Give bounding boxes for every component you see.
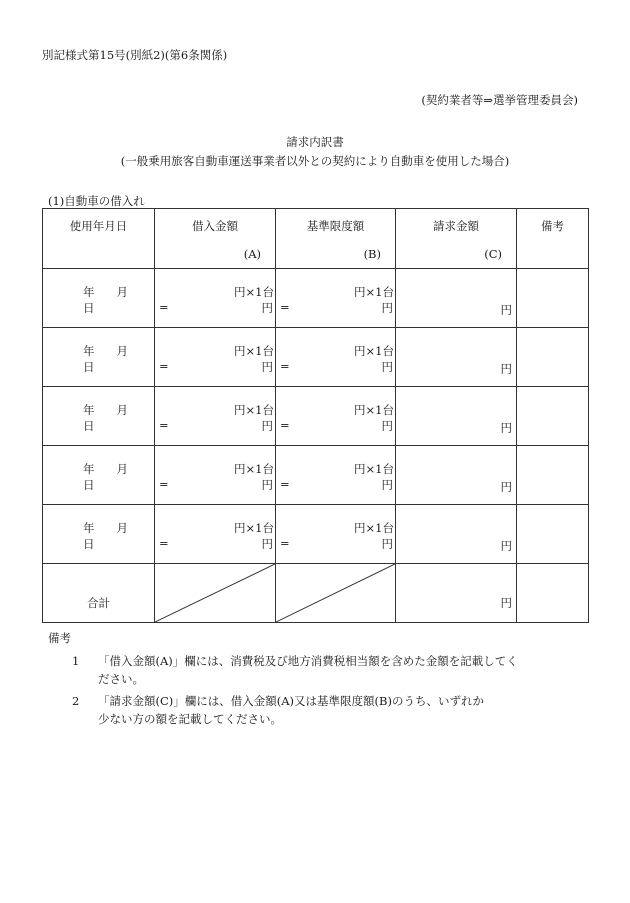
col-marker-c: (C) xyxy=(484,247,502,261)
table-row xyxy=(43,387,589,446)
form-number: 別記様式第15号(別紙2)(第6条関係) xyxy=(42,48,228,62)
remarks-cell[interactable] xyxy=(517,446,589,505)
total-remarks-cell[interactable] xyxy=(517,564,589,623)
col-marker-a: (A) xyxy=(243,247,261,261)
rental-amount-cell[interactable]: 円×1台 = 円 xyxy=(155,269,276,328)
note-item-continuation: ださい。 xyxy=(98,672,144,686)
header-row xyxy=(43,209,589,269)
remarks-cell[interactable] xyxy=(517,269,589,328)
remarks-cell[interactable] xyxy=(517,328,589,387)
date-cell[interactable]: 年 月日 xyxy=(43,387,155,446)
claim-amount-cell[interactable]: 円 xyxy=(396,446,517,505)
diagonal-strike xyxy=(155,564,275,622)
total-label-cell: 合計 xyxy=(43,564,155,623)
total-row xyxy=(43,564,589,623)
total-claim-cell[interactable]: 円 xyxy=(396,564,517,623)
note-item: 2 「請求金額(C)」欄には、借入金額(A)又は基準限度額(B)のうち、いずれか xyxy=(72,694,484,708)
table-row xyxy=(43,269,589,328)
col-header-claim-amount: 請求金額 (C) xyxy=(396,209,517,269)
diagonal-strike xyxy=(276,564,395,622)
date-cell[interactable]: 年 月日 xyxy=(43,446,155,505)
col-header-rental-amount: 借入金額 (A) xyxy=(155,209,276,269)
claim-amount-cell[interactable]: 円 xyxy=(396,387,517,446)
section-label: (1)自動車の借入れ xyxy=(48,194,145,208)
notes-heading: 備考 xyxy=(48,631,71,645)
rental-amount-cell[interactable]: 円×1台 = 円 xyxy=(155,505,276,564)
limit-amount-cell[interactable]: 円×1台 = 円 xyxy=(276,387,396,446)
remarks-cell[interactable] xyxy=(517,387,589,446)
limit-amount-cell[interactable]: 円×1台 = 円 xyxy=(276,505,396,564)
rental-amount-cell[interactable]: 円×1台 = 円 xyxy=(155,446,276,505)
limit-amount-cell[interactable]: 円×1台 = 円 xyxy=(276,328,396,387)
limit-amount-cell[interactable]: 円×1台 = 円 xyxy=(276,269,396,328)
col-header-date: 使用年月日 xyxy=(43,209,155,269)
limit-amount-cell[interactable]: 円×1台 = 円 xyxy=(276,446,396,505)
col-header-limit-amount: 基準限度額 (B) xyxy=(276,209,396,269)
rental-amount-cell[interactable]: 円×1台 = 円 xyxy=(155,387,276,446)
date-cell[interactable]: 年 月日 xyxy=(43,328,155,387)
table-row xyxy=(43,505,589,564)
rental-amount-cell[interactable]: 円×1台 = 円 xyxy=(155,328,276,387)
col-header-remarks: 備考 xyxy=(517,209,589,269)
claim-amount-cell[interactable]: 円 xyxy=(396,328,517,387)
claim-amount-cell[interactable]: 円 xyxy=(396,269,517,328)
col-marker-b: (B) xyxy=(363,247,381,261)
table-row xyxy=(43,328,589,387)
total-limit-cell-disabled xyxy=(276,564,396,623)
submission-direction: (契約業者等⇒選挙管理委員会) xyxy=(421,93,578,107)
document-subtitle: (一般乗用旅客自動車運送事業者以外との契約により自動車を使用した場合) xyxy=(120,154,510,168)
total-rental-cell-disabled xyxy=(155,564,276,623)
remarks-cell[interactable] xyxy=(517,505,589,564)
claim-amount-cell[interactable]: 円 xyxy=(396,505,517,564)
date-cell[interactable]: 年 月日 xyxy=(43,505,155,564)
document-title: 請求内訳書 xyxy=(286,135,344,149)
breakdown-table xyxy=(42,208,589,623)
note-item-continuation: 少ない方の額を記載してください。 xyxy=(98,712,282,726)
note-item: 1 「借入金額(A)」欄には、消費税及び地方消費税相当額を含めた金額を記載してく xyxy=(72,654,518,668)
table-row xyxy=(43,446,589,505)
date-cell[interactable]: 年 月日 xyxy=(43,269,155,328)
